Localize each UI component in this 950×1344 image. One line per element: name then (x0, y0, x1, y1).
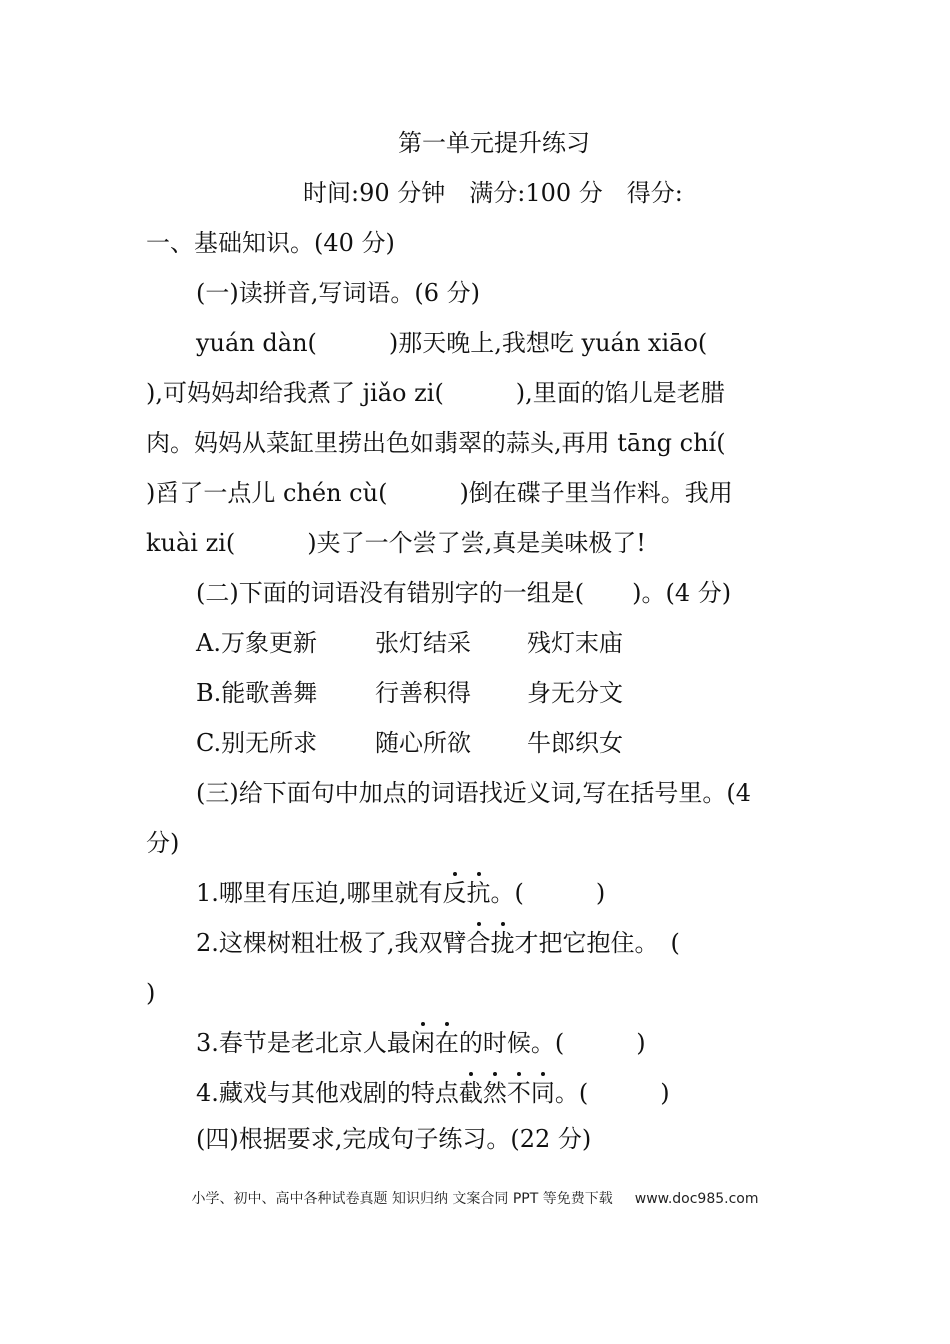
dotted-word (459, 1079, 555, 1107)
dotted-word (443, 879, 491, 907)
option-word: C.别无所求 (196, 729, 318, 757)
option-word: B.能歌善舞 (196, 679, 318, 707)
part1-heading: (一)读拼音,写词语。(6 分) (196, 279, 480, 307)
item-text: 3.春节是老北京人最 (196, 1029, 411, 1057)
emphasis-dot-char: 同 (530, 1079, 555, 1107)
emphasis-dot-char: 拢 (490, 929, 515, 957)
synonym-item (196, 928, 680, 958)
part3-heading-cont: 分) (146, 829, 180, 857)
page-title: 第一单元提升练习 (398, 129, 590, 157)
emphasis-dot-char: 抗 (466, 879, 491, 907)
bracket-close: ) (146, 979, 156, 1007)
section-heading: 一、基础知识。(40 分) (146, 229, 395, 257)
pinyin-line: kuài zi( )夹了一个尝了尝,真是美味极了! (146, 529, 646, 557)
pinyin-line: 肉。妈妈从菜缸里捞出色如翡翠的蒜头,再用 tāng chí( (146, 429, 726, 457)
dotted-word (411, 1029, 459, 1057)
exam-info: 时间:90 分钟 满分:100 分 得分: (303, 179, 683, 207)
answer-bracket: 。( ) (490, 879, 606, 907)
answer-bracket: 的时候。( ) (458, 1029, 646, 1057)
option-word: 行善积得 (375, 679, 471, 707)
emphasis-dot-char: 不 (506, 1079, 531, 1107)
option-word: 张灯结采 (375, 629, 471, 657)
emphasis-dot-char: 合 (466, 929, 491, 957)
emphasis-dot-char: 闲 (410, 1029, 435, 1057)
answer-bracket: 。( ) (554, 1079, 670, 1107)
footer-text: 小学、初中、高中各种试卷真题 知识归纳 文案合同 PPT 等免费下载 (191, 1191, 613, 1207)
part2-heading: (二)下面的词语没有错别字的一组是( )。(4 分) (196, 579, 732, 607)
pinyin-line: ),可妈妈却给我煮了 jiǎo zi( ),里面的馅儿是老腊 (146, 379, 725, 407)
item-text: 4.藏戏与其他戏剧的特点 (196, 1079, 459, 1107)
synonym-item (196, 1028, 646, 1058)
item-text: 2.这棵树粗壮极了,我双臂 (196, 929, 467, 957)
option-word: 残灯末庙 (527, 629, 623, 657)
footer-link[interactable]: www.doc985.com (634, 1191, 759, 1207)
emphasis-dot-char: 截 (458, 1079, 483, 1107)
emphasis-dot-char: 然 (482, 1079, 507, 1107)
option-word: A.万象更新 (196, 629, 317, 657)
emphasis-dot-char: 在 (434, 1029, 459, 1057)
answer-bracket: 才把它抱住。 ( (514, 929, 680, 957)
part4-heading: (四)根据要求,完成句子练习。(22 分) (196, 1125, 592, 1153)
synonym-item (196, 878, 605, 908)
page-footer (0, 1189, 950, 1209)
item-text: 1.哪里有压迫,哪里就有 (196, 879, 443, 907)
pinyin-line: yuán dàn( )那天晚上,我想吃 yuán xiāo( (196, 329, 708, 357)
part3-heading: (三)给下面句中加点的词语找近义词,写在括号里。(4 (196, 779, 751, 807)
option-word: 牛郎织女 (527, 729, 623, 757)
synonym-item (196, 1078, 670, 1108)
option-word: 随心所欲 (375, 729, 471, 757)
option-word: 身无分文 (527, 679, 623, 707)
dotted-word (467, 929, 515, 957)
emphasis-dot-char: 反 (442, 879, 467, 907)
pinyin-line: )舀了一点儿 chén cù( )倒在碟子里当作料。我用 (146, 479, 733, 507)
